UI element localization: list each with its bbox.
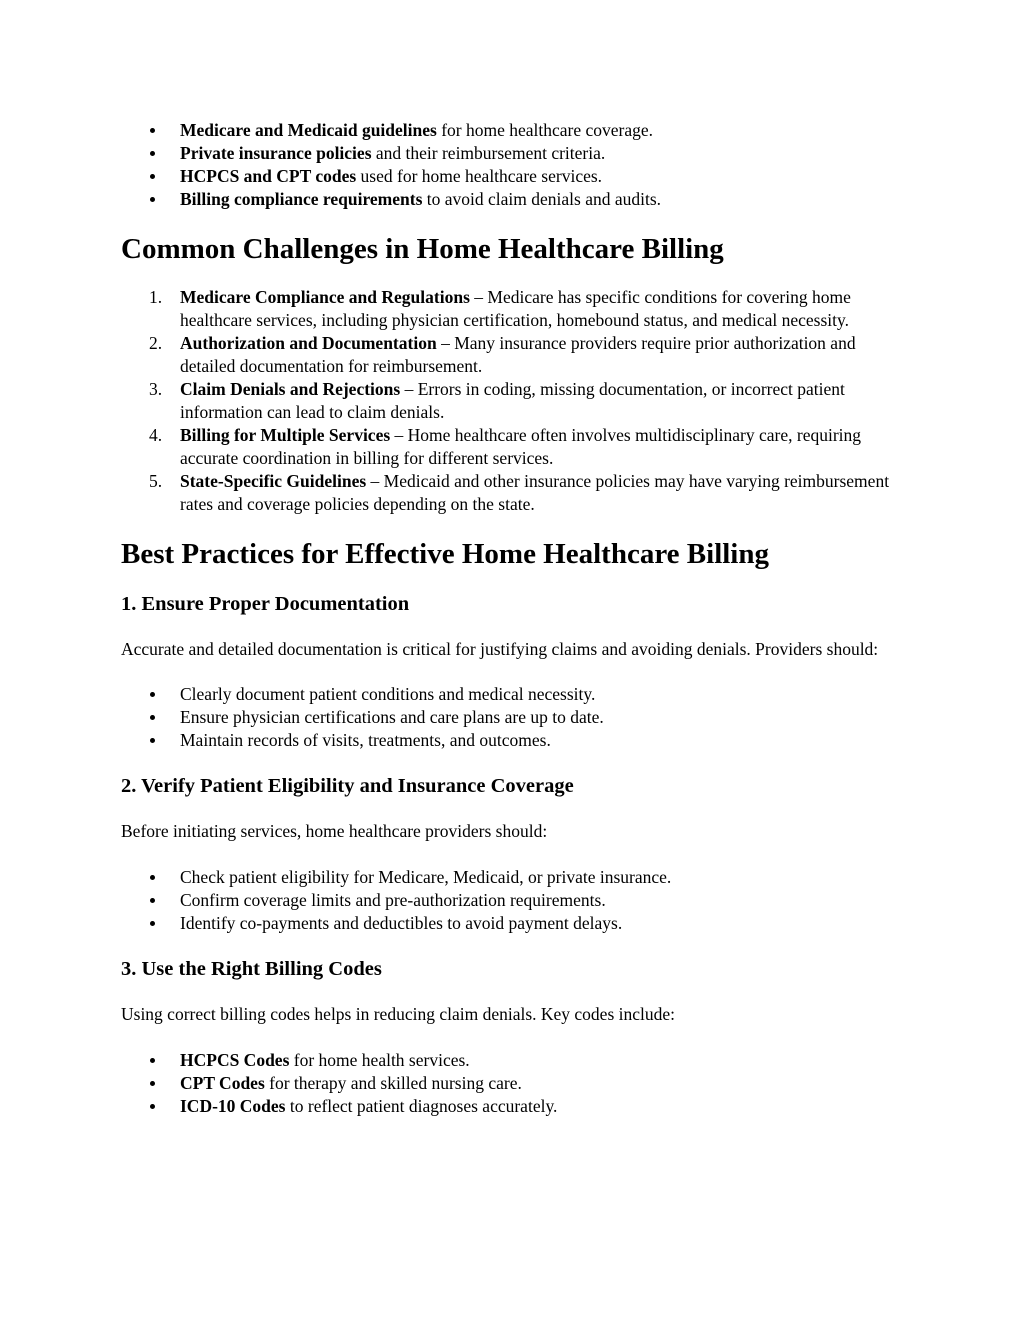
section-title: 1. Ensure Proper Documentation xyxy=(121,593,410,615)
list-item: Private insurance policies and their reimbursement criteria. xyxy=(121,142,911,165)
list-item: HCPCS Codes for home health services. xyxy=(121,1049,911,1072)
intro-bullet-list xyxy=(121,119,911,211)
document-page xyxy=(121,119,911,1118)
list-item: ICD-10 Codes to reflect patient diagnoses accurately. xyxy=(121,1095,911,1118)
section-bullet-list xyxy=(121,866,911,935)
list-item: Check patient eligibility for Medicare, Medicaid, or private insurance. xyxy=(121,866,911,889)
list-item: 2. Authorization and Documentation – Many insurance providers require prior authorization and detailed documentation for reimbursement. xyxy=(149,333,856,376)
section-bullet-list xyxy=(121,683,911,752)
list-item: Billing compliance requirements to avoid claim denials and audits. xyxy=(121,188,911,211)
list-item: 4. Billing for Multiple Services – Home healthcare often involves multidisciplinary care, requiring accurate coordination in billing for different services. xyxy=(149,425,862,468)
list-item: Maintain records of visits, treatments, and outcomes. xyxy=(121,729,911,752)
section-title: 2. Verify Patient Eligibility and Insurance Coverage xyxy=(121,775,574,797)
list-item: HCPCS and CPT codes used for home healthcare services. xyxy=(121,165,911,188)
section-bullet-list xyxy=(121,1049,911,1118)
section-intro: Before initiating services, home healthcare providers should: xyxy=(121,821,548,841)
list-item: Medicare and Medicaid guidelines for home healthcare coverage. xyxy=(121,119,911,142)
list-item: 5. State-Specific Guidelines – Medicaid and other insurance policies may have varying reimbursement rates and coverage policies depending on the state. xyxy=(149,471,890,514)
challenges-heading: Common Challenges in Home Healthcare Billing xyxy=(121,233,724,265)
list-item: 1. Medicare Compliance and Regulations – Medicare has specific conditions for covering home healthcare services, including physician certification, homebound status, and medical necessity. xyxy=(149,287,851,330)
challenges-list xyxy=(121,286,911,516)
list-item: CPT Codes for therapy and skilled nursing care. xyxy=(121,1072,911,1095)
section-title: 3. Use the Right Billing Codes xyxy=(121,958,382,980)
list-item: Identify co-payments and deductibles to avoid payment delays. xyxy=(121,912,911,935)
list-item: Ensure physician certifications and care plans are up to date. xyxy=(121,706,911,729)
list-item: Clearly document patient conditions and medical necessity. xyxy=(121,683,911,706)
list-item: Confirm coverage limits and pre-authorization requirements. xyxy=(121,889,911,912)
best-practices-heading: Best Practices for Effective Home Healthcare Billing xyxy=(121,538,769,570)
section-intro: Using correct billing codes helps in reducing claim denials. Key codes include: xyxy=(121,1004,676,1024)
section-intro: Accurate and detailed documentation is critical for justifying claims and avoiding denials. Providers should: xyxy=(121,639,879,659)
list-item: 3. Claim Denials and Rejections – Errors in coding, missing documentation, or incorrect patient information can lead to claim denials. xyxy=(149,379,845,422)
